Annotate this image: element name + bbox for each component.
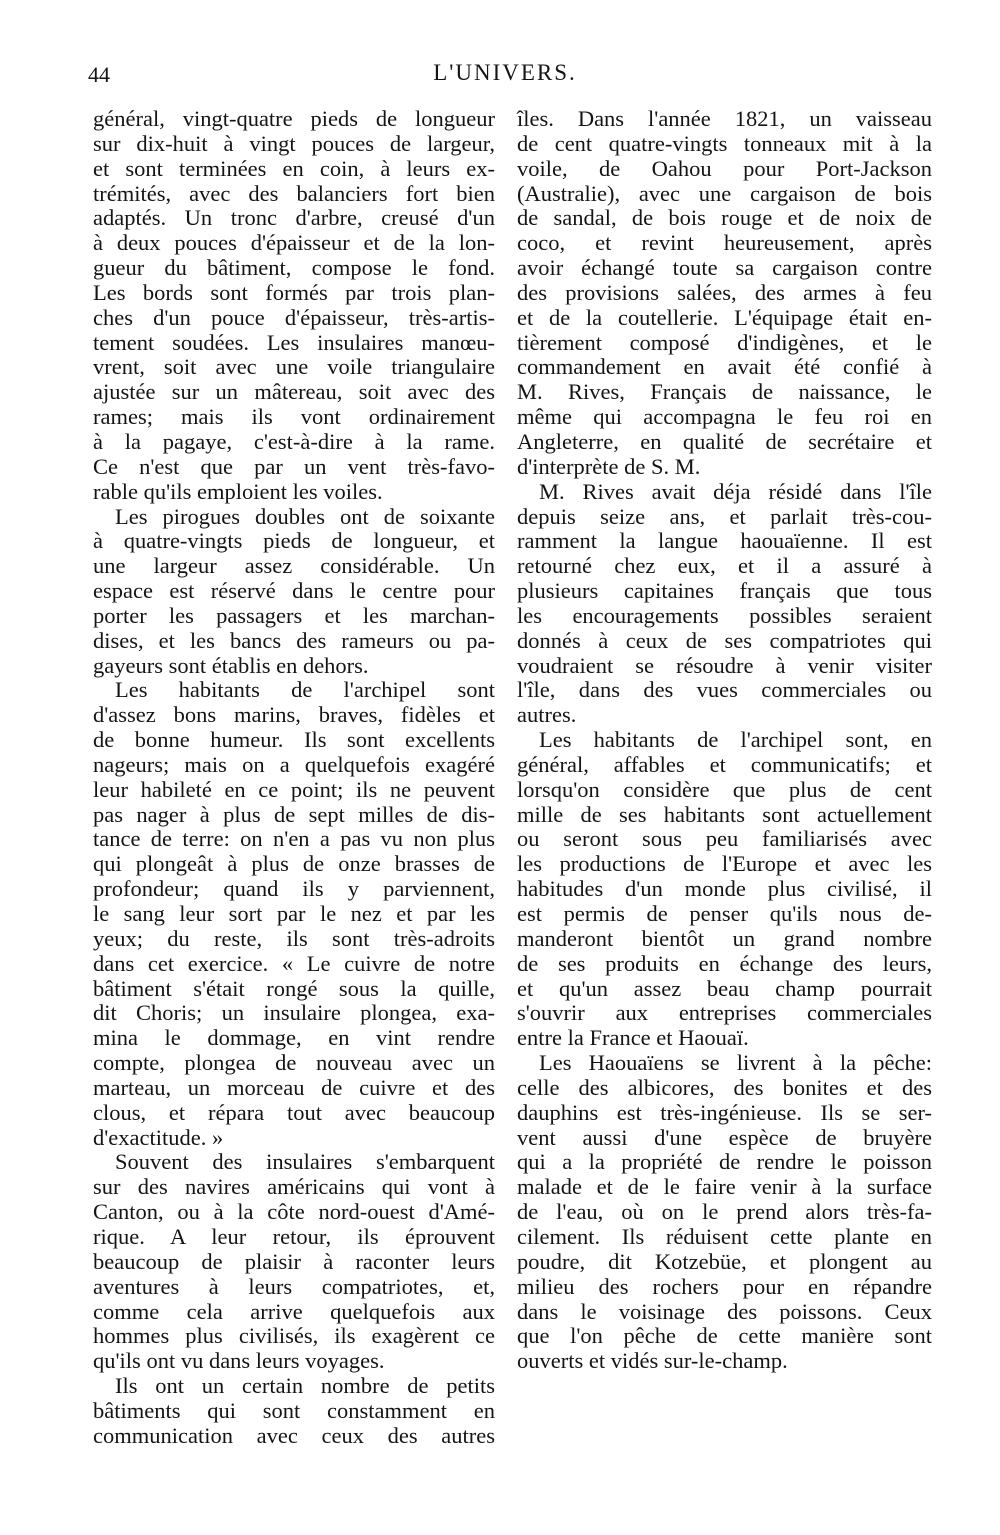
text-line: tance de terre: on n'en a pas vu non plus	[93, 826, 495, 852]
text-line: depuis seize ans, et parlait très-cou-	[517, 503, 932, 529]
text-line: et qu'un assez beau champ pourrait	[517, 975, 932, 1001]
text-line: les productions de l'Europe et avec les	[517, 851, 932, 877]
text-line: à la pagaye, c'est-à-dire à la rame.	[93, 428, 495, 454]
text-line: général, affables et communicatifs; et	[517, 751, 932, 777]
text-line: poudre, dit Kotzebüe, et plongent au	[517, 1248, 932, 1274]
text-line: d'exactitude. »	[93, 1124, 224, 1150]
text-line: beaucoup de plaisir à raconter leurs	[93, 1248, 495, 1274]
text-line: commandement en avait été confié à	[517, 354, 932, 380]
text-line: dises, et les bancs des rameurs ou pa-	[93, 627, 495, 653]
text-line: vrent, soit avec une voile triangulaire	[93, 354, 495, 380]
text-line: aventures à leurs compatriotes, et,	[93, 1273, 495, 1299]
text-line: dit Choris; un insulaire plongea, exa-	[93, 1000, 495, 1026]
text-line: est permis de penser qu'ils nous de-	[517, 901, 932, 926]
text-line: compte, plongea de nouveau avec un	[93, 1050, 495, 1076]
text-line: sur dix-huit à vingt pouces de largeur,	[93, 130, 495, 156]
text-line: même qui accompagna le feu roi en	[517, 404, 932, 430]
paragraph	[517, 107, 932, 480]
text-line: coco, et revint heureusement, après	[517, 230, 932, 256]
text-column-left	[93, 107, 495, 1449]
text-line: avoir échangé toute sa cargaison contre	[517, 255, 932, 281]
text-line: entre la France et Haouaï.	[517, 1025, 749, 1051]
text-line: porter les passagers et les marchan-	[93, 602, 495, 628]
text-line: et sont terminées en coin, à leurs ex-	[93, 155, 495, 181]
text-line: leur habileté en ce point; ils ne peuvent	[93, 776, 495, 802]
text-line: milieu des rochers pour en répandre	[517, 1273, 932, 1299]
text-line: voile, de Oahou pour Port-Jackson	[517, 155, 932, 181]
text-column-right	[517, 107, 932, 1374]
text-line: Canton, ou à la côte nord-ouest d'Amé-	[93, 1199, 495, 1225]
text-line: le sang leur sort par le nez et par les	[93, 901, 495, 926]
text-line: comme cela arrive quelquefois aux	[93, 1298, 495, 1324]
text-line: adaptés. Un tronc d'arbre, creusé d'un	[93, 205, 495, 231]
text-line: cilement. Ils réduisent cette plante en	[517, 1223, 932, 1249]
text-line: pas nager à plus de sept milles de dis-	[93, 801, 495, 827]
text-line: de ses produits en échange des leurs,	[517, 950, 932, 976]
text-line: Les habitants de l'archipel sont, en	[539, 727, 932, 753]
text-line: rable qu'ils emploient les voiles.	[93, 478, 383, 504]
text-line: de cent quatre-vingts tonneaux mit à la	[517, 130, 932, 156]
paragraph	[93, 505, 495, 679]
page-number: 44	[88, 62, 110, 87]
text-line: habitudes d'un monde plus civilisé, il	[517, 876, 932, 902]
text-line: Les habitants de l'archipel sont	[115, 677, 495, 703]
text-line: M. Rives, Français de naissance, le	[517, 379, 932, 405]
text-line: celle des albicores, des bonites et des	[517, 1074, 932, 1100]
text-line: qu'ils ont vu dans leurs voyages.	[93, 1348, 385, 1374]
paragraph	[93, 1150, 495, 1374]
paragraph	[517, 1051, 932, 1374]
text-line: l'île, dans des vues commerciales ou	[517, 677, 932, 703]
text-line: qui a la propriété de rendre le poisson	[517, 1149, 932, 1175]
text-line: ouverts et vidés sur-le-champ.	[517, 1348, 788, 1374]
text-line: et de la coutellerie. L'équipage était en-	[517, 304, 932, 330]
text-line: dans cet exercice. « Le cuivre de notre	[93, 950, 495, 976]
text-line: Les bords sont formés par trois plan-	[93, 279, 495, 305]
paragraph	[517, 728, 932, 1051]
text-line: ou seront sous peu familiarisés avec	[517, 826, 932, 852]
text-line: autres.	[517, 702, 577, 728]
text-line: malade et de le faire venir à la surface	[517, 1174, 932, 1200]
text-line: retourné chez eux, et il a assuré à	[517, 553, 932, 579]
text-line: sur des navires américains qui vont à	[93, 1174, 495, 1200]
text-line: M. Rives avait déja résidé dans l'île	[539, 478, 932, 504]
text-line: vent aussi d'une espèce de bruyère	[517, 1124, 932, 1150]
text-line: Ce n'est que par un vent très-favo-	[93, 453, 495, 479]
text-line: gayeurs sont établis en dehors.	[93, 652, 369, 678]
text-line: s'ouvrir aux entreprises commerciales	[517, 1000, 932, 1026]
text-line: profondeur; quand ils y parviennent,	[93, 876, 495, 902]
text-line: ajustée sur un mâtereau, soit avec des	[93, 379, 495, 405]
paragraph	[93, 1374, 495, 1449]
text-line: ches d'un pouce d'épaisseur, très-artis-	[93, 304, 495, 330]
text-line: yeux; du reste, ils sont très-adroits	[93, 925, 495, 951]
text-line: mille de ses habitants sont actuellement	[517, 801, 932, 827]
text-line: manderont bientôt un grand nombre	[517, 925, 932, 951]
text-line: plusieurs capitaines français que tous	[517, 578, 932, 604]
text-line: d'interprète de S. M.	[517, 453, 701, 479]
text-line: donnés à ceux de ses compatriotes qui	[517, 627, 932, 653]
text-line: espace est réservé dans le centre pour	[93, 578, 495, 604]
text-line: îles. Dans l'année 1821, un vaisseau	[517, 106, 932, 131]
text-line: clous, et répara tout avec beaucoup	[93, 1099, 495, 1125]
text-line: dauphins est très-ingénieuse. Ils se ser-	[517, 1099, 932, 1125]
paragraph	[93, 107, 495, 505]
text-line: d'assez bons marins, braves, fidèles et	[93, 702, 495, 728]
text-line: à quatre-vingts pieds de longueur, et	[93, 528, 495, 554]
text-line: de sandal, de bois rouge et de noix de	[517, 205, 932, 231]
text-line: une largeur assez considérable. Un	[93, 553, 495, 579]
paragraph	[93, 678, 495, 1150]
text-line: hommes plus civilisés, ils exagèrent ce	[93, 1323, 495, 1349]
text-line: rique. A leur retour, ils éprouvent	[93, 1223, 495, 1249]
text-line: de l'eau, où on le prend alors très-fa-	[517, 1199, 932, 1225]
text-line: (Australie), avec une cargaison de bois	[517, 180, 932, 206]
text-line: voudraient se résoudre à venir visiter	[517, 652, 932, 678]
text-line: nageurs; mais on a quelquefois exagéré	[93, 751, 495, 777]
text-line: ramment la langue haouaïenne. Il est	[517, 528, 932, 554]
text-line: bâtiment s'était rongé sous la quille,	[93, 975, 495, 1001]
text-line: Ils ont un certain nombre de petits	[115, 1373, 495, 1399]
text-line: communication avec ceux des autres	[93, 1422, 495, 1448]
text-line: général, vingt-quatre pieds de longueur	[93, 106, 495, 131]
paragraph	[517, 480, 932, 728]
text-line: gueur du bâtiment, compose le fond.	[93, 255, 495, 281]
running-title: L'UNIVERS.	[433, 60, 577, 85]
text-line: trémités, avec des balanciers fort bien	[93, 180, 495, 206]
text-line: lorsqu'on considère que plus de cent	[517, 776, 932, 802]
text-line: dans le voisinage des poissons. Ceux	[517, 1298, 932, 1324]
text-line: les encouragements possibles seraient	[517, 602, 932, 628]
text-line: tement soudées. Les insulaires manœu-	[93, 329, 495, 355]
text-line: de bonne humeur. Ils sont excellents	[93, 727, 495, 753]
text-line: Angleterre, en qualité de secrétaire et	[517, 428, 932, 454]
text-line: mina le dommage, en vint rendre	[93, 1025, 495, 1051]
text-line: bâtiments qui sont constamment en	[93, 1397, 495, 1423]
text-line: Souvent des insulaires s'embarquent	[115, 1149, 495, 1175]
text-line: tièrement composé d'indigènes, et le	[517, 329, 932, 355]
text-line: que l'on pêche de cette manière sont	[517, 1323, 932, 1349]
text-line: Les pirogues doubles ont de soixante	[115, 503, 495, 529]
text-line: Les Haouaïens se livrent à la pêche:	[539, 1050, 932, 1076]
text-line: marteau, un morceau de cuivre et des	[93, 1074, 495, 1100]
text-line: rames; mais ils vont ordinairement	[93, 404, 495, 430]
text-line: des provisions salées, des armes à feu	[517, 279, 932, 305]
text-line: à deux pouces d'épaisseur et de la lon-	[93, 230, 495, 256]
text-line: qui plongeât à plus de onze brasses de	[93, 851, 495, 877]
